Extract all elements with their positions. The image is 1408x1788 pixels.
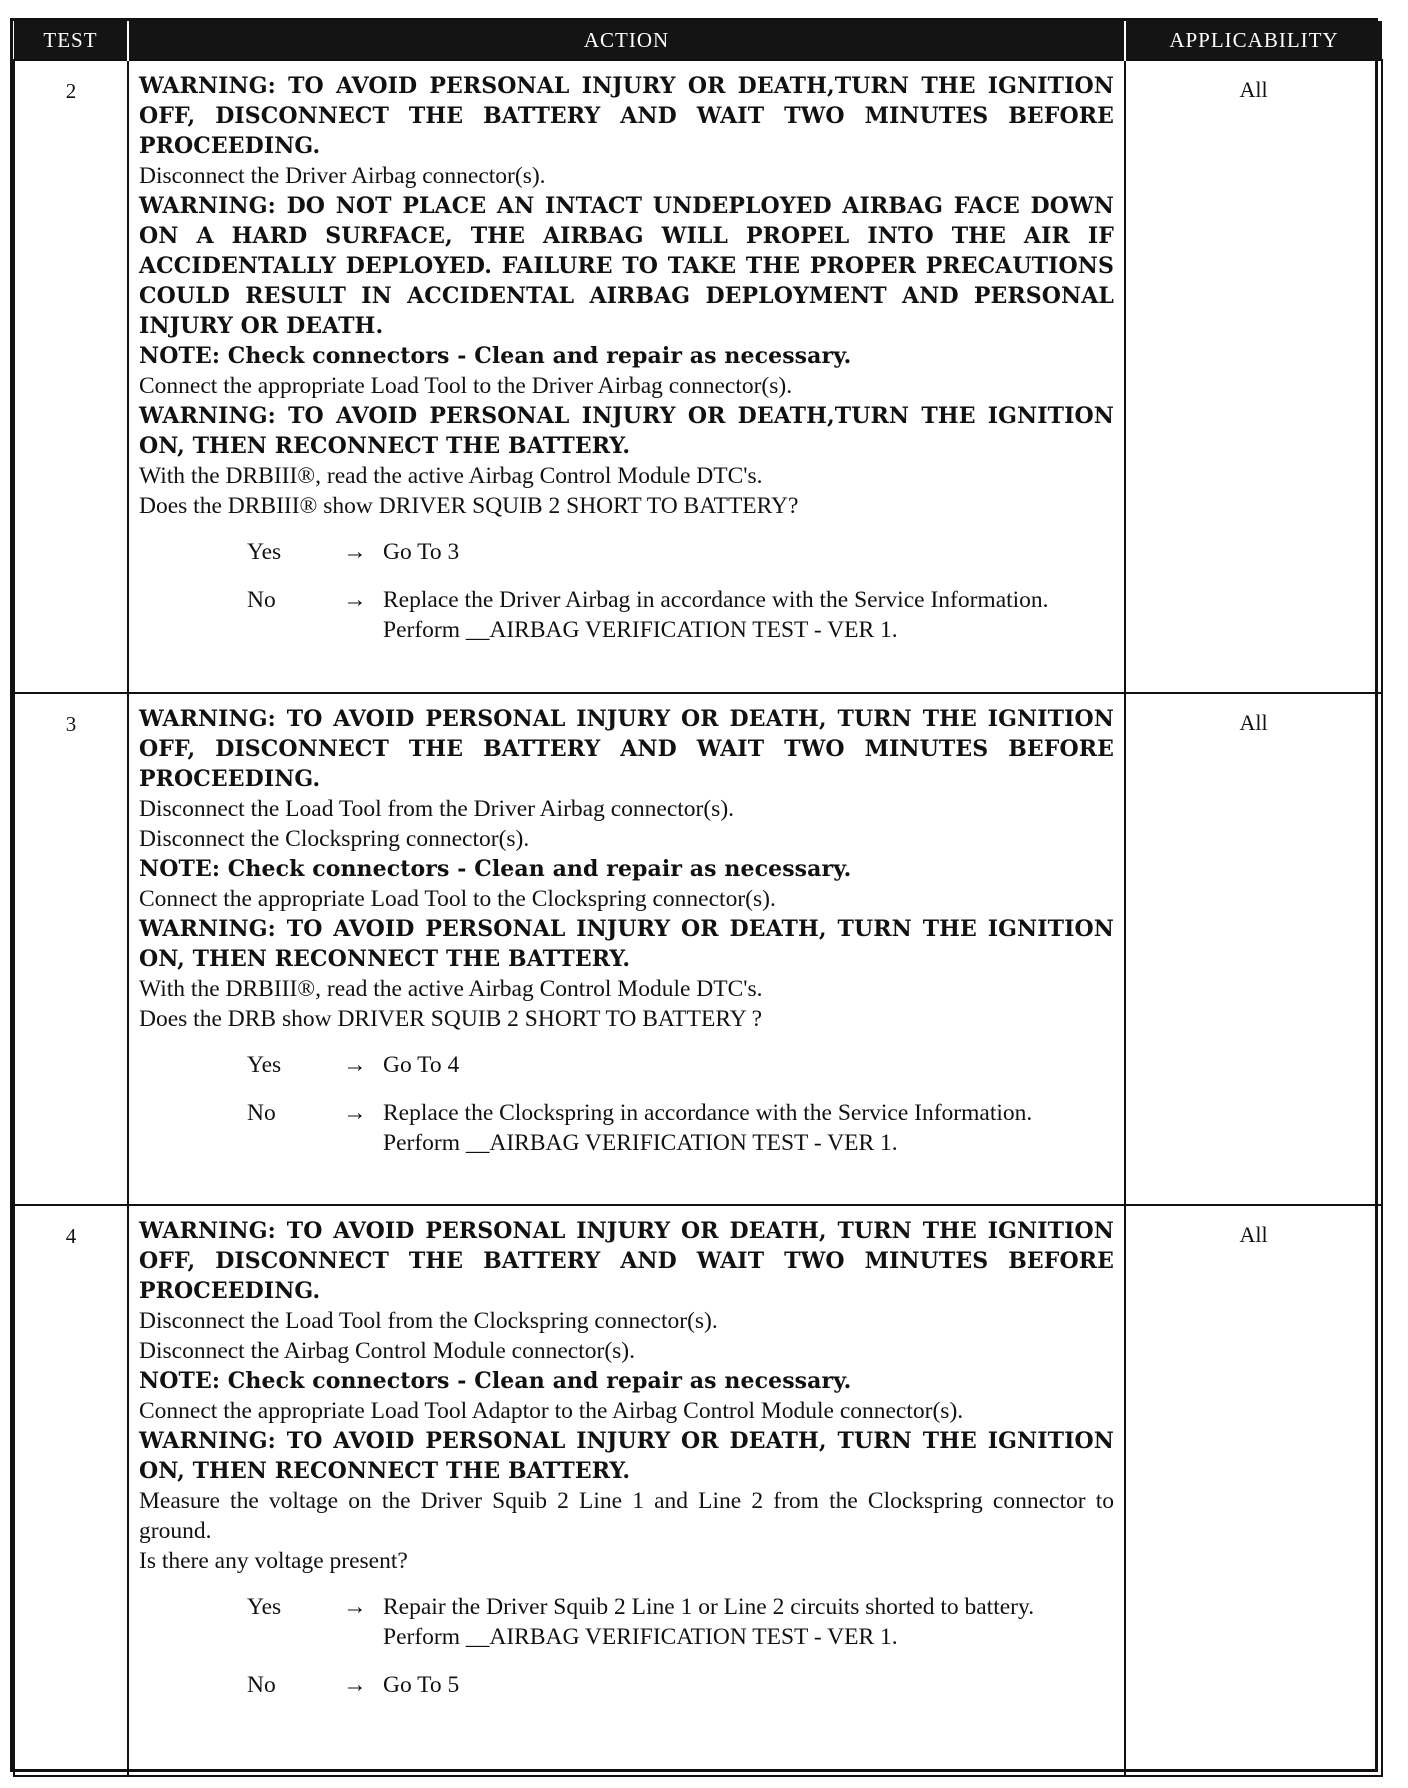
instruction-text: With the DRBIII®, read the active Airbag Control Module DTC's. bbox=[139, 976, 763, 1002]
instruction-text: Disconnect the Clockspring connector(s). bbox=[139, 826, 530, 852]
branch-label: No bbox=[247, 587, 276, 613]
instruction-text: Measure the voltage on the Driver Squib 2 Line 1 and Line 2 from the Clockspring connector to ground. bbox=[139, 1488, 1114, 1544]
diagnostic-test-table bbox=[10, 18, 1378, 1772]
result-text: Replace the Clockspring in accordance with the Service Information. bbox=[383, 1100, 1033, 1126]
goto-link[interactable]: Go To 3 bbox=[383, 539, 460, 565]
branch-label: No bbox=[247, 1672, 276, 1698]
arrow-right-icon: → bbox=[343, 1052, 367, 1078]
action-cell bbox=[128, 693, 1125, 1205]
instruction-text: With the DRBIII®, read the active Airbag Control Module DTC's. bbox=[139, 463, 763, 489]
instruction-text: Connect the appropriate Load Tool to the Driver Airbag connector(s). bbox=[139, 373, 793, 399]
table-header bbox=[14, 21, 1382, 60]
branch-yes bbox=[139, 537, 1114, 567]
question-text: Is there any voltage present? bbox=[139, 1548, 408, 1574]
branch-result bbox=[383, 585, 1114, 645]
result-text: Replace the Driver Airbag in accordance with the Service Information. bbox=[383, 587, 1049, 613]
test-number: 3 bbox=[14, 693, 128, 1205]
perform-test-link[interactable]: Perform __AIRBAG VERIFICATION TEST - VER 1. bbox=[383, 617, 898, 643]
branch-result bbox=[383, 537, 1114, 567]
perform-test-link[interactable]: Perform __AIRBAG VERIFICATION TEST - VER 1. bbox=[383, 1624, 898, 1650]
applicability-cell: All bbox=[1125, 693, 1382, 1205]
table-row bbox=[14, 693, 1382, 1205]
branch-label: Yes bbox=[247, 1594, 282, 1620]
warning-text: WARNING: TO AVOID PERSONAL INJURY OR DEATH, TURN THE IGNITION ON, THEN RECONNECT THE BATTERY. bbox=[139, 916, 1114, 972]
branch-list bbox=[139, 537, 1114, 645]
warning-text: WARNING: TO AVOID PERSONAL INJURY OR DEATH, TURN THE IGNITION ON, THEN RECONNECT THE BATTERY. bbox=[139, 1428, 1114, 1484]
applicability-cell: All bbox=[1125, 60, 1382, 693]
note-text: NOTE: Check connectors - Clean and repair as necessary. bbox=[139, 856, 852, 882]
action-cell bbox=[128, 60, 1125, 693]
warning-text: WARNING: TO AVOID PERSONAL INJURY OR DEATH,TURN THE IGNITION ON, THEN RECONNECT THE BATTERY. bbox=[139, 403, 1114, 459]
branch-result bbox=[383, 1592, 1114, 1652]
table-body bbox=[14, 60, 1382, 1776]
branch-list bbox=[139, 1592, 1114, 1700]
table-row bbox=[14, 60, 1382, 693]
branch-yes bbox=[139, 1592, 1114, 1652]
instruction-text: Disconnect the Load Tool from the Driver Airbag connector(s). bbox=[139, 796, 735, 822]
table-row bbox=[14, 1205, 1382, 1776]
perform-test-link[interactable]: Perform __AIRBAG VERIFICATION TEST - VER 1. bbox=[383, 1130, 898, 1156]
header-test: TEST bbox=[14, 21, 128, 60]
warning-text: WARNING: TO AVOID PERSONAL INJURY OR DEATH, TURN THE IGNITION OFF, DISCONNECT THE BATTERY AND WAIT TWO MINUTES BEFORE PROCEEDING. bbox=[139, 1218, 1114, 1304]
branch-no bbox=[139, 1098, 1114, 1158]
goto-link[interactable]: Go To 4 bbox=[383, 1052, 460, 1078]
warning-text: WARNING: TO AVOID PERSONAL INJURY OR DEATH, TURN THE IGNITION OFF, DISCONNECT THE BATTERY AND WAIT TWO MINUTES BEFORE PROCEEDING. bbox=[139, 706, 1114, 792]
test-table bbox=[13, 21, 1383, 1777]
note-text: NOTE: Check connectors - Clean and repair as necessary. bbox=[139, 1368, 852, 1394]
instruction-text: Disconnect the Driver Airbag connector(s). bbox=[139, 163, 546, 189]
header-applicability: APPLICABILITY bbox=[1125, 21, 1382, 60]
test-number: 4 bbox=[14, 1205, 128, 1776]
arrow-right-icon: → bbox=[343, 1672, 367, 1698]
warning-text: WARNING: TO AVOID PERSONAL INJURY OR DEATH,TURN THE IGNITION OFF, DISCONNECT THE BATTERY AND WAIT TWO MINUTES BEFORE PROCEEDING. bbox=[139, 73, 1114, 159]
branch-list bbox=[139, 1050, 1114, 1158]
question-text: Does the DRB show DRIVER SQUIB 2 SHORT TO BATTERY ? bbox=[139, 1006, 763, 1032]
branch-result bbox=[383, 1098, 1114, 1158]
arrow-right-icon: → bbox=[343, 1100, 367, 1126]
instruction-text: Disconnect the Airbag Control Module connector(s). bbox=[139, 1338, 635, 1364]
branch-label: Yes bbox=[247, 539, 282, 565]
branch-no bbox=[139, 1670, 1114, 1700]
arrow-right-icon: → bbox=[343, 587, 367, 613]
applicability-cell: All bbox=[1125, 1205, 1382, 1776]
arrow-right-icon: → bbox=[343, 539, 367, 565]
test-number: 2 bbox=[14, 60, 128, 693]
branch-label: No bbox=[247, 1100, 276, 1126]
header-action: ACTION bbox=[128, 21, 1125, 60]
goto-link[interactable]: Go To 5 bbox=[383, 1672, 460, 1698]
question-text: Does the DRBIII® show DRIVER SQUIB 2 SHORT TO BATTERY? bbox=[139, 493, 799, 519]
branch-label: Yes bbox=[247, 1052, 282, 1078]
branch-result bbox=[383, 1050, 1114, 1080]
branch-no bbox=[139, 585, 1114, 645]
instruction-text: Disconnect the Load Tool from the Clockspring connector(s). bbox=[139, 1308, 718, 1334]
action-cell bbox=[128, 1205, 1125, 1776]
instruction-text: Connect the appropriate Load Tool to the Clockspring connector(s). bbox=[139, 886, 776, 912]
result-text: Repair the Driver Squib 2 Line 1 or Line 2 circuits shorted to battery. bbox=[383, 1594, 1035, 1620]
branch-result bbox=[383, 1670, 1114, 1700]
branch-yes bbox=[139, 1050, 1114, 1080]
warning-text: WARNING: DO NOT PLACE AN INTACT UNDEPLOYED AIRBAG FACE DOWN ON A HARD SURFACE, THE AIRBAG WILL PROPEL INTO THE AIR IF ACCIDENTALLY DEPLOYED. FAILURE TO TAKE THE PROPER PRECAUTIONS COULD RESULT IN ACCIDENTAL AIRBAG DEPLOYMENT AND PERSONAL INJURY OR DEATH. bbox=[139, 193, 1114, 339]
arrow-right-icon: → bbox=[343, 1594, 367, 1620]
note-text: NOTE: Check connectors - Clean and repair as necessary. bbox=[139, 343, 852, 369]
instruction-text: Connect the appropriate Load Tool Adaptor to the Airbag Control Module connector(s). bbox=[139, 1398, 964, 1424]
